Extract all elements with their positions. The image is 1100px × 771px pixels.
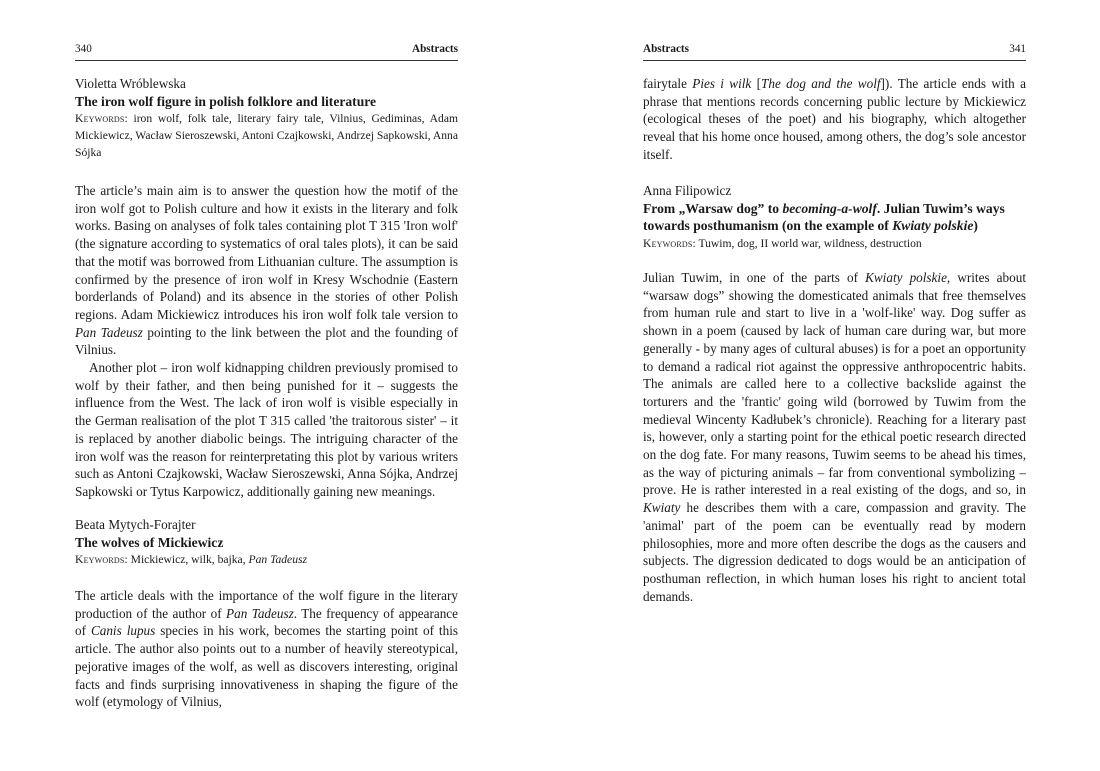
italic-title: Pan Tadeusz (75, 324, 143, 340)
article-keywords (643, 235, 1026, 252)
title-italic: Kwiaty polskie (892, 218, 974, 234)
body-paragraph (643, 269, 1026, 605)
keywords-label: Keywords (75, 112, 125, 126)
keywords-list: : iron wolf, folk tale, literary fairy tale, Vilnius, Gediminas, Adam Mickiewicz, Wacław Sieroszewski, Antoni Czajkowski, Andrzej Sapkowski, Anna Sójka (75, 112, 458, 160)
italic-species: Canis lupus (90, 623, 156, 639)
abstract-mytych-forajter-body (75, 587, 458, 711)
body-text: he describes them with a care, compassion and gravity. The 'animal' part of the poem can be eventually read by modern philosophies, more and more often describe the dogs as the causers and subjects. The digression dedicated to dogs would be an anticipation of posthuman reflection, in which human loses his right to ancient total demands. (643, 500, 1026, 604)
abstract-wroblewska-body (75, 182, 458, 501)
abstract-filipowicz (643, 182, 1026, 252)
italic-title: Kwiaty polskie, (865, 270, 951, 285)
abstract-mytych-forajter (75, 516, 458, 568)
running-title: Abstracts (412, 43, 458, 55)
article-title: The wolves of Mickiewicz (75, 534, 224, 550)
italic-title: Pies i wilk (692, 76, 752, 91)
body-text: Julian Tuwim, in one of the parts of (643, 270, 866, 285)
body-paragraph (643, 75, 1026, 164)
italic-title: The dog and the wolf (761, 76, 881, 91)
abstract-filipowicz-body (643, 269, 1026, 605)
keywords-label: Keywords (75, 553, 125, 567)
article-keywords (75, 110, 458, 161)
abstract-wroblewska (75, 75, 458, 161)
page-number: 340 (75, 43, 92, 55)
running-head-left (75, 42, 458, 61)
italic-title: Kwiaty (643, 500, 681, 516)
italic-title: Pan Tadeusz (226, 605, 294, 621)
body-text: The article’s main aim is to answer the question how the motif of the iron wolf got to Polish culture and how it exists in the literary and folk works. Basing on analyses of folk tales containing plot T 315 'Iron wolf' (the signature according to systematics of oral tales plots), it can be said that the motif was borrowed from Lithuanian culture. The assumption is confirmed by the presence of iron wolf in Kresy Wschodnie (Eastern borderlands of Poland) and its absence in the stories of other Polish regions. Adam Mickiewicz introduces his iron wolf folk tale version to (75, 183, 458, 322)
body-text: ]). The article ends with a phrase that mentions records concerning public lecture by Mickiewicz (ecological theses of the poet) and his biography, which altogether reveal that his home once housed, among others, the dog’s sole ancestor itself. (643, 76, 1026, 162)
right-page (643, 0, 1026, 771)
article-author: Anna Filipowicz (643, 183, 732, 198)
body-text: . The frequency of appearance of (75, 605, 459, 639)
title-italic: becoming-a-wolf (782, 200, 877, 216)
keywords-italic: Pan Tadeusz (248, 553, 308, 567)
body-text: fairytale (643, 76, 693, 91)
body-text: writes about “warsaw dogs” showing the domesticated animals that free themselves from human rule and start to live in a 'wolf-like' way. Dog suffer as shown in a poem (caused by lack of human care during war, but more generally - by many ages of cultural abuses) is for a poet an opportunity to demand a radical riot against the oppressive anthropocentric habits. The animals are called here to a collective backslide against the torturers and the 'frantic' going wild (borrowed by Tuwim from the medieval Wincenty Kadłubek’s chronicle). Reaching for a literary past is, however, only a starting point for the ethical poetic research directed on the dog fate. For many reasons, Tuwim seems to be ahead his times, as the way of picturing animals – far from conventional symbolizing – prove. He is rather interested in a real existing of the dogs, and so, in (643, 270, 1026, 498)
body-paragraph (75, 587, 458, 711)
running-head-right (643, 42, 1026, 61)
keywords-list: : Mickiewicz, wilk, bajka, (124, 553, 249, 567)
page-number: 341 (1009, 43, 1026, 55)
body-text: The article deals with the importance of the wolf figure in the literary production of the author of (75, 588, 458, 621)
body-text: species in his work, becomes the starting point of this article. The author also points out to a number of heavily stereotypical, pejorative images of the wolf, as well as discovers interesting, original facts and finds surprising innovativeness in shaping the figure of the wolf (etymology of Vilnius, (75, 623, 458, 710)
left-page (75, 0, 458, 771)
body-text: pointing to the link between the plot and the founding of Vilnius. (75, 324, 458, 358)
article-title (643, 200, 1026, 235)
title-text: . Julian Tuwim’s ways towards posthumanism (on the example of (643, 200, 1005, 234)
abstract-continuation (643, 75, 1026, 164)
keywords-list: : Tuwim, dog, II world war, wildness, destruction (692, 237, 922, 251)
article-author: Beata Mytych-Forajter (75, 517, 196, 532)
title-text: From „Warsaw dog” to (643, 200, 783, 216)
article-title: The iron wolf figure in polish folklore and literature (75, 93, 377, 109)
body-text: [ (751, 76, 762, 91)
running-title: Abstracts (643, 43, 689, 55)
article-keywords (75, 551, 458, 568)
keywords-label: Keywords (643, 237, 693, 251)
title-text: ) (973, 218, 978, 234)
body-paragraph: Another plot – iron wolf kidnapping children previously promised to wolf by their father, and then being punished for it – suggests the influence from the West. The lack of iron wolf is visible especially in the German realisation of the plot T 315 called 'the traitorous sister' – it is replaced by another diabolic beings. The intriguing character of the iron wolf was the reason for reinterpretating this plot by various writers such as Antoni Czajkowski, Wacław Sieroszewski, Anna Sójka, Andrzej Sapkowski or Tytus Karpowicz, additionally gaining new meanings. (75, 360, 458, 499)
body-paragraph (75, 182, 458, 359)
article-author: Violetta Wróblewska (75, 76, 186, 91)
